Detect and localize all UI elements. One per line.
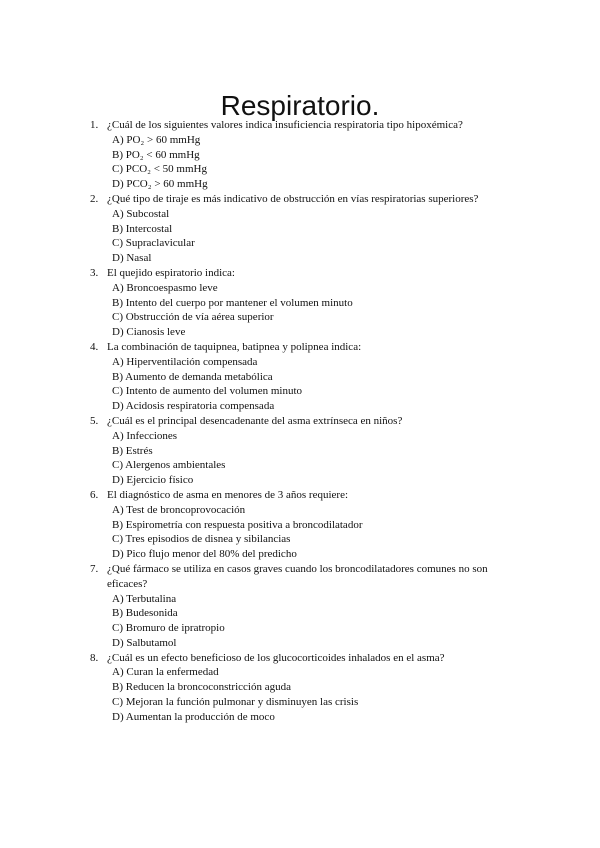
option-list [112, 503, 510, 562]
answer-option: B) Intento del cuerpo por mantener el volumen minuto [112, 296, 353, 309]
option-list [112, 355, 510, 414]
question-item [90, 118, 510, 192]
question-number: 3. [90, 266, 99, 279]
question-number: 8. [90, 651, 99, 664]
answer-option: B) Espirometría con respuesta positiva a broncodilatador [112, 518, 363, 531]
question-text: El diagnóstico de asma en menores de 3 años requiere: [107, 488, 349, 501]
question-line [90, 266, 510, 281]
answer-option: A) PO₂ > 60 mmHg [112, 133, 201, 146]
question-item [90, 340, 510, 414]
answer-option: D) PCO₂ > 60 mmHg [112, 178, 208, 191]
answer-option: C) Intento de aumento del volumen minuto [112, 385, 303, 398]
answer-option: A) Terbutalina [112, 592, 177, 605]
answer-option: B) Budesonida [112, 607, 178, 620]
answer-option: B) Reducen la broncoconstricción aguda [112, 681, 291, 694]
question-item [90, 651, 510, 725]
answer-option: C) Obstrucción de vía aérea superior [112, 311, 274, 324]
answer-option: A) Subcostal [112, 207, 170, 220]
question-text: ¿Cuál es el principal desencadenante del asma extrínseca en niños? [107, 414, 403, 427]
answer-option: A) Hiperventilación compensada [112, 355, 258, 368]
question-text: ¿Qué fármaco se utiliza en casos graves cuando los broncodilatadores comunes no son eficaces? [107, 562, 488, 590]
answer-option: D) Salbutamol [112, 636, 177, 649]
question-text: El quejido espiratorio indica: [107, 266, 235, 279]
option-list [112, 207, 510, 266]
question-line [90, 192, 510, 207]
question-line [90, 414, 510, 429]
answer-option: C) PCO₂ < 50 mmHg [112, 163, 207, 176]
question-number: 2. [90, 192, 99, 205]
answer-option: C) Mejoran la función pulmonar y disminuyen las crisis [112, 696, 359, 709]
answer-option: D) Cianosis leve [112, 326, 186, 339]
question-line [90, 118, 510, 133]
question-number: 1. [90, 119, 99, 131]
question-item [90, 266, 510, 340]
answer-option: C) Tres episodios de disnea y sibilancias [112, 533, 291, 546]
question-line [90, 651, 510, 666]
answer-option: B) Intercostal [112, 222, 173, 235]
option-list [112, 429, 510, 488]
page-title: Respiratorio. [220, 89, 380, 121]
question-text: ¿Cuál de los siguientes valores indica insuficiencia respiratoria tipo hipoxémica? [107, 119, 463, 131]
answer-option: B) PO₂ < 60 mmHg [112, 148, 200, 161]
answer-option: C) Bromuro de ipratropio [112, 622, 225, 635]
option-list [112, 281, 510, 340]
question-number: 6. [90, 488, 99, 501]
answer-option: B) Aumento de demanda metabólica [112, 370, 273, 383]
question-number: 4. [90, 340, 99, 353]
question-item [90, 414, 510, 488]
option-list [112, 592, 510, 651]
question-number: 5. [90, 414, 99, 427]
question-text: ¿Qué tipo de tiraje es más indicativo de obstrucción en vías respiratorias superiores? [107, 192, 479, 205]
option-list [112, 133, 510, 192]
question-line [90, 562, 510, 592]
question-item [90, 192, 510, 266]
option-list [112, 665, 510, 724]
question-text: La combinación de taquipnea, batipnea y polipnea indica: [107, 340, 362, 353]
answer-option: A) Curan la enfermedad [112, 666, 219, 679]
answer-option: D) Nasal [112, 252, 152, 265]
answer-option: D) Aumentan la producción de moco [112, 710, 275, 723]
answer-option: C) Supraclavicular [112, 237, 195, 250]
question-number: 7. [90, 562, 99, 575]
answer-option: D) Ejercicio físico [112, 474, 194, 487]
answer-option: A) Infecciones [112, 429, 178, 442]
answer-option: B) Estrés [112, 444, 153, 457]
question-line [90, 488, 510, 503]
question-list [90, 118, 510, 725]
answer-option: A) Test de broncoprovocación [112, 503, 246, 516]
question-item [90, 562, 510, 651]
answer-option: A) Broncoespasmo leve [112, 281, 218, 294]
answer-option: D) Pico flujo menor del 80% del predicho [112, 548, 297, 561]
answer-option: C) Alergenos ambientales [112, 459, 226, 472]
question-line [90, 340, 510, 355]
question-text: ¿Cuál es un efecto beneficioso de los glucocorticoides inhalados en el asma? [107, 651, 445, 664]
question-item [90, 488, 510, 562]
answer-option: D) Acidosis respiratoria compensada [112, 400, 275, 413]
